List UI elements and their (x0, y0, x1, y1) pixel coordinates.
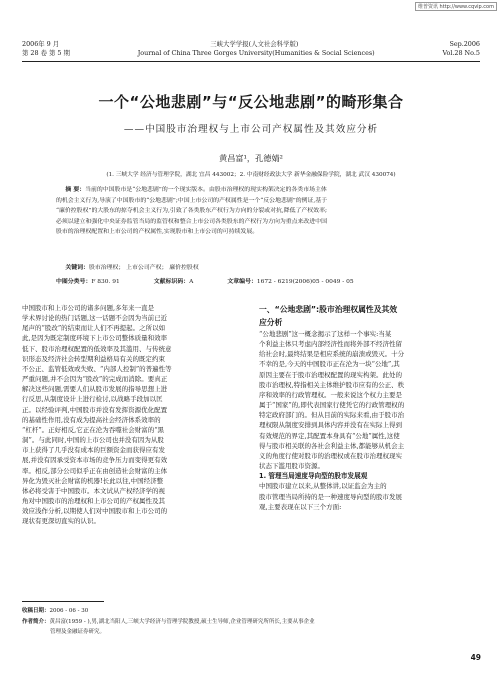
abstract-line-3: “廉价控股权”的大股东的掠夺机会主义行为,引致了各类股东产权行为方向的分裂或对抗,降低了产权效率; (56, 208, 327, 215)
left-body-line: 角对中国股市的治理权和上市公司的产权属性及其 (22, 496, 165, 505)
header-volume-en: Vol.28 No.5 (442, 49, 480, 57)
left-body-line: 率。相反,部分公司似乎正在由创造社会财富的主体 (22, 466, 168, 475)
left-body-line: 不公正、监管低效或失败、“内部人控制”的普遍性等 (22, 364, 172, 373)
footnote-rule (22, 601, 104, 602)
received-date: 收稿日期：2006 - 06 - 30 (22, 608, 89, 614)
left-body-line: 低下、股市治理权配置的低效率及其滥用、与传统意 (22, 344, 172, 353)
header-date-en: Sep.2006 (449, 40, 480, 48)
paper-authors: 黄昌富¹，孔德婧² (219, 153, 283, 163)
left-body-line: 识形态及经济社会转型期利益格局有关的既定约束 (22, 354, 165, 363)
page-number: 49 (470, 653, 481, 662)
subsection-heading: 1. 管理当局速度导向型的股市发展观 (259, 472, 368, 481)
right-body-a-line: “公地悲剧”这一概念揭示了这样一个事实:当某 (259, 330, 392, 338)
right-body-a-line: 义的角度行使对股市的治理权或在股市治理权现实 (259, 451, 402, 460)
header-journal-en: Journal of China Three Gorges University(Humanities & Social Sciences) (137, 49, 375, 57)
clc-number: 中图分类号：F 830. 91 (56, 279, 120, 285)
running-header (22, 40, 480, 58)
left-body-line: 市上获得了几乎没有成本的巨额资金而获得应有发 (22, 446, 165, 455)
right-body-b-line: 股市管理当局所持的是一种速度导向型的股市发展 (259, 492, 402, 501)
section-heading: 一、“公地悲剧”:股市治理权属性及其效 应分析 (259, 305, 398, 327)
left-body-line: 的基础性作用,没有成为提高社会经济体系效率的 (22, 415, 161, 424)
right-body-a-line: 给社会时,最终结果是相应系统的崩溃或毁灭。十分 (259, 350, 405, 359)
header-rule (22, 61, 480, 62)
left-body-line: 现状有更深切直实的认识。 (22, 517, 100, 526)
author-bio: 作者简介：黄昌富(1959 - ),男,湖北当阳人,三峡大学经济与管理学院教授,硕士生导师,企业管理研究所所长,主要从事企业 (22, 618, 315, 625)
right-body-a-line: 状态下滥用股市资源。 (259, 462, 324, 471)
left-body-line: 展,并没有因承受资本市场的竞争压力而变得更有效 (22, 456, 168, 465)
header-journal-cn: 三峡大学学报(人文社会科学版) (210, 40, 299, 48)
body-left-column (22, 303, 241, 526)
right-body-a-line: 得与股市相关联的各社会利益主体,都能够从机会主 (259, 441, 405, 450)
body-right-column (259, 303, 478, 512)
left-body-line: 行反思,从制度设计上进行检讨,以战略手段加以匡 (22, 395, 163, 404)
left-body-line: 异化为毁灭社会财富的机器!长此以往,中国经济整 (22, 476, 164, 485)
left-body-line: 效应浅作分析,以期使人们对中国股市和上市公司的 (22, 507, 168, 516)
right-body-a-line: 原因主要在于股市治理权配置的现实构架。此处的 (259, 370, 402, 379)
right-body-a-line: 有效规范的界定,其配置本身具有“公地”属性,这使 (259, 431, 400, 440)
left-body-line: “杠杆”。正好相反,它正在沦为吞噬社会财富的“黑 (22, 425, 165, 434)
header-date-cn: 2006年 9 月 (22, 40, 60, 48)
left-body-line: 解决这些问题,需要人们从股市发展的指导思想上进 (22, 385, 168, 394)
left-body-line: 体必将受害于中国股市。本文试从产权经济学的视 (22, 486, 165, 495)
document-code: 文献标识码：A (153, 279, 194, 285)
keywords-value: 股市治理权； 上市公司产权； 廉价控股权 (88, 265, 199, 271)
right-body-a-line: 特定政府部门的。但从目前的实际来看,由于股市治 (259, 411, 405, 420)
abstract-line-4: 必须以建立和强化中央证券监管当局的监管权和整合上市公司各类股东的产权行为方向为重点来改进中国 (56, 218, 327, 225)
author-bio-cont: 管理及金融证券研究。 (49, 629, 105, 635)
abstract-line-2: 的机会主义行为,导演了中国股市的“公地悲剧”;中国上市公司的产权属性是一个“反公地悲剧”的例证,基于 (56, 197, 328, 204)
keywords (56, 262, 448, 271)
left-body-line: 此,是因为既定制度环境下上市公司整体质量和效率 (22, 334, 168, 343)
right-body-a-line: 个利益主体只考虑内部经济性而将外部不经济性留 (259, 340, 402, 349)
keywords-label: 关键词： (65, 265, 89, 271)
author-affiliation: (1. 三峡大学 经济与管理学院，湖北 宜昌 443002；2. 中南财经政法大学 新华金融保险学院，湖北 武汉 430074) (106, 172, 396, 178)
left-body-line: 中国股市和上市公司的诸多问题,多年来一直是 (22, 304, 155, 312)
right-body-b-line: 观,主要表现在以下三个方面: (259, 502, 342, 511)
watermark: 维普资讯 http://www.cqvip.com (415, 2, 497, 11)
left-body-line: 学术界讨论的热门话题,这一话题不会因为当前已近 (22, 314, 168, 323)
paper-title: 一个“公地悲剧”与“反公地悲剧”的畸形集合 (98, 93, 404, 111)
right-body-a-line: 属于“国家”的,即代表国家行使凭它的行政管理权的 (259, 401, 405, 410)
left-body-line: 严重问题,并不会因为“股改”的完成而消除。要真正 (22, 375, 168, 384)
abstract-label: 摘 要： (65, 187, 86, 193)
left-body-line: 尾声的“股改”的结束而让人们不再提起。之所以如 (22, 324, 166, 333)
right-body-a-line: 序和效率的行政管理权。一般来说这个权力主要是 (259, 390, 402, 399)
right-paragraph-a (259, 329, 478, 471)
left-body-line: 正。以经验评判,中国股市并没有发挥资源优化配置 (22, 405, 168, 414)
article-number: 文章编号：1672 - 6219(2006)05 - 0049 - 05 (227, 279, 354, 285)
paper-subtitle: ——中国股市治理权与上市公司产权属性及其效应分析 (123, 124, 379, 135)
abstract-line-1: 摘 要：当前的中国股市是“公地悲剧”的一个现实版本。由股市治理权的现实构架决定的各类市场主体 (65, 187, 327, 193)
abstract-line-5: 股市的治理权配置和上市公司的产权属性,实现股市和上市公司的可持续发展。 (56, 229, 259, 236)
right-body-b-line: 中国股市建立以来,从整体讲,以证监会为主的 (259, 482, 387, 491)
right-body-a-line: 理权限从制度安排到具体内容并没有在实际上得到 (259, 421, 402, 430)
right-paragraph-b (259, 481, 478, 511)
abstract (56, 185, 448, 238)
footnote (22, 606, 480, 638)
classification-row (56, 276, 448, 285)
left-body-line: 洞”。与此同时,中国的上市公司也并没有因为从股 (22, 436, 164, 445)
right-body-a-line: 不幸的是,今天的中国股市正在沦为一块“公地”,其 (259, 360, 400, 369)
header-volume-cn: 第 28 卷 第 5 期 (22, 49, 70, 57)
right-body-a-line: 股市治理权,特指相关主体维护股市应有的公正、秩 (259, 380, 405, 389)
